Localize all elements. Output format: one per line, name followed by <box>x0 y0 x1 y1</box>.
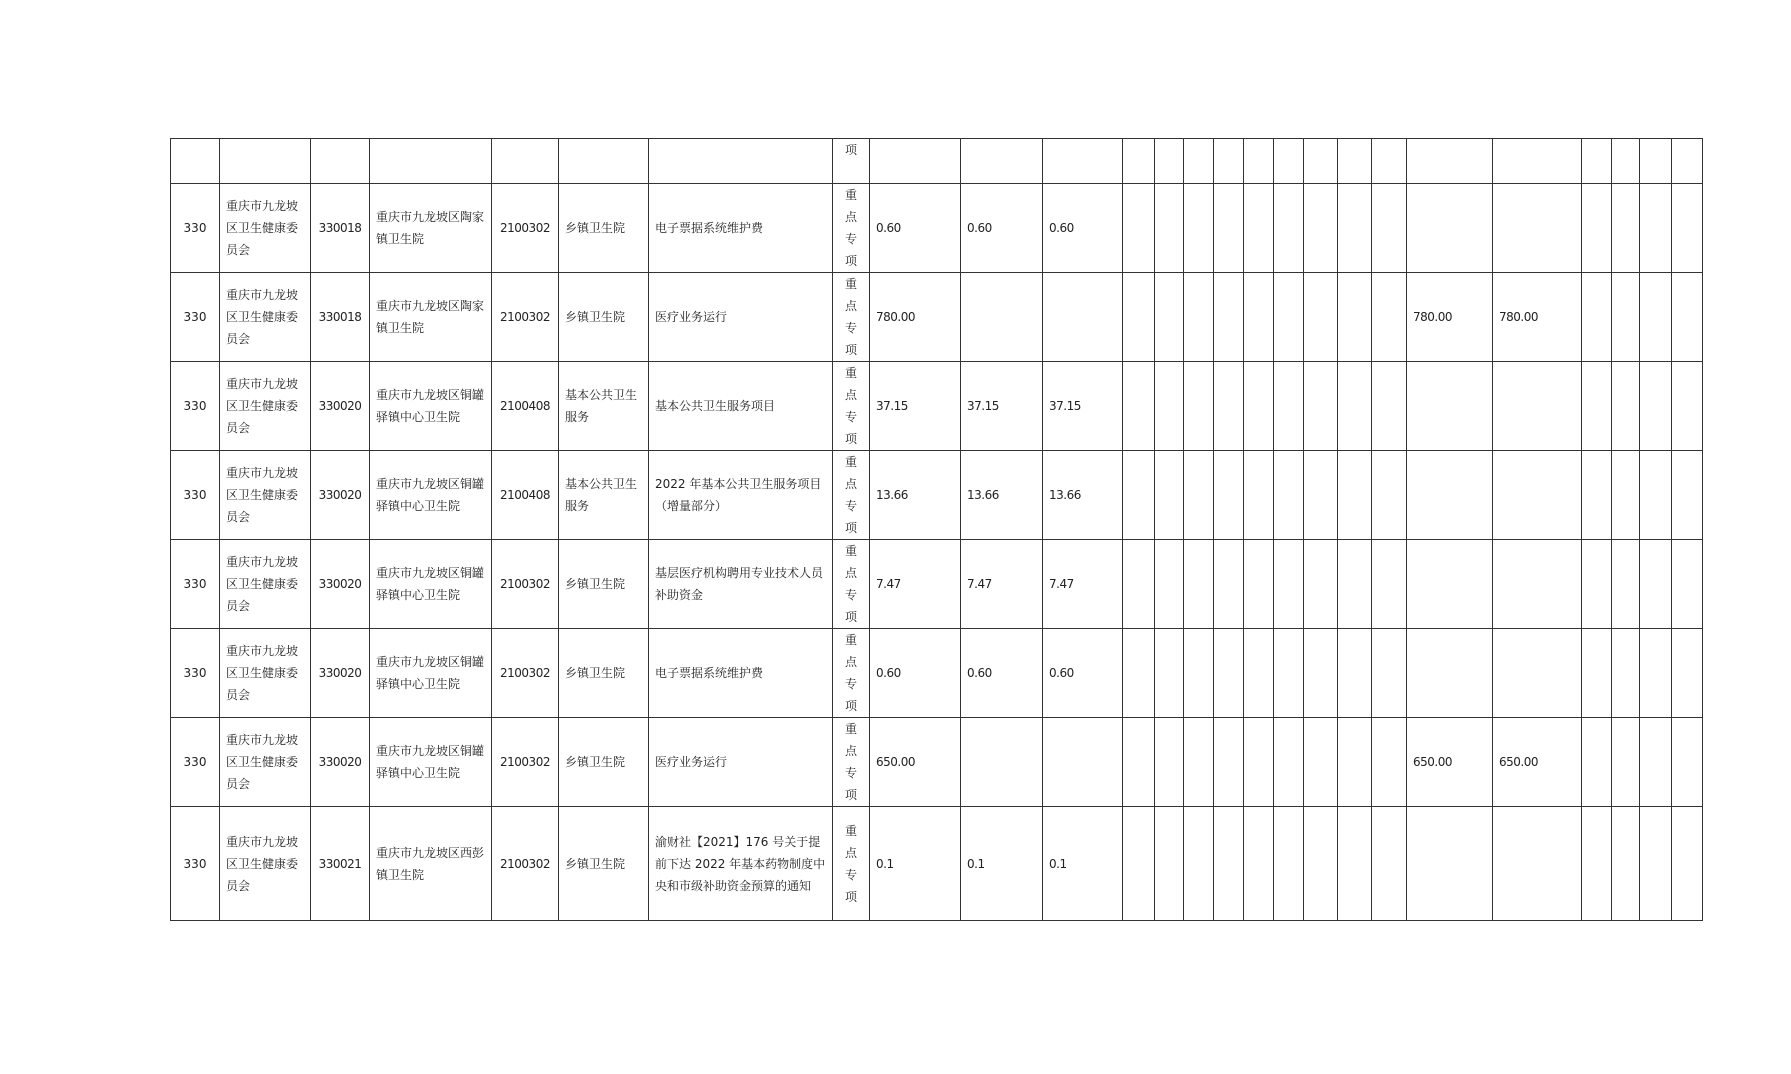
project-type-cell: 重 点 专 项 <box>833 184 870 273</box>
project-type-cell: 重 点 专 项 <box>833 629 870 718</box>
empty-cell <box>1155 362 1184 451</box>
table-row <box>171 273 1703 362</box>
table-row <box>171 629 1703 718</box>
unit-name-cell: 重庆市九龙坡区铜罐驿镇中心卫生院 <box>370 629 492 718</box>
other-fund-cell: 650.00 <box>1407 718 1493 807</box>
empty-cell <box>1214 718 1244 807</box>
empty-cell <box>1155 629 1184 718</box>
empty-cell <box>1640 451 1672 540</box>
empty-cell <box>1612 807 1640 921</box>
empty-cell <box>1612 540 1640 629</box>
dept-name-cell: 重庆市九龙坡区卫生健康委员会 <box>220 273 311 362</box>
empty-cell <box>1372 540 1407 629</box>
empty-cell <box>1640 718 1672 807</box>
empty-cell <box>1372 273 1407 362</box>
other-fund-cell <box>1407 184 1493 273</box>
func-code-cell: 2100408 <box>492 451 559 540</box>
func-code-cell: 2100302 <box>492 629 559 718</box>
empty-cell <box>1155 807 1184 921</box>
empty-cell <box>1304 540 1338 629</box>
empty-cell <box>1582 451 1612 540</box>
empty-cell <box>1244 629 1274 718</box>
empty-cell <box>1338 807 1372 921</box>
dept-code-cell: 330 <box>171 273 220 362</box>
dept-code-cell: 330 <box>171 451 220 540</box>
empty-cell <box>1244 718 1274 807</box>
other-fund-cell <box>1493 362 1582 451</box>
unit-code-cell: 330021 <box>311 807 370 921</box>
empty-cell <box>1274 629 1304 718</box>
empty-cell <box>1244 451 1274 540</box>
empty-cell <box>1214 807 1244 921</box>
empty-cell <box>1214 629 1244 718</box>
empty-cell <box>1123 807 1155 921</box>
empty-cell <box>1372 807 1407 921</box>
empty-cell <box>1640 540 1672 629</box>
dept-name-cell: 重庆市九龙坡区卫生健康委员会 <box>220 629 311 718</box>
unit-name-cell: 重庆市九龙坡区铜罐驿镇中心卫生院 <box>370 451 492 540</box>
empty-cell <box>1244 184 1274 273</box>
empty-cell <box>1155 451 1184 540</box>
unit-name-cell: 重庆市九龙坡区铜罐驿镇中心卫生院 <box>370 362 492 451</box>
table-row <box>171 184 1703 273</box>
amount-cell: 0.1 <box>961 807 1043 921</box>
empty-cell <box>1612 184 1640 273</box>
other-fund-cell: 780.00 <box>1407 273 1493 362</box>
empty-cell <box>1372 629 1407 718</box>
empty-cell <box>1274 362 1304 451</box>
other-fund-cell <box>1407 540 1493 629</box>
project-type-cell: 重 点 专 项 <box>833 807 870 921</box>
empty-cell <box>1338 184 1372 273</box>
table-row <box>171 451 1703 540</box>
empty-cell <box>1184 540 1214 629</box>
amount-cell <box>1043 718 1123 807</box>
total-cell: 37.15 <box>870 362 961 451</box>
empty-cell <box>1304 807 1338 921</box>
func-name-cell: 基本公共卫生服务 <box>559 362 649 451</box>
empty-cell <box>1338 629 1372 718</box>
empty-cell <box>1184 184 1214 273</box>
empty-cell <box>1672 718 1703 807</box>
empty-cell <box>1672 273 1703 362</box>
empty-cell <box>1274 718 1304 807</box>
empty-cell <box>1582 184 1612 273</box>
total-cell: 780.00 <box>870 273 961 362</box>
empty-cell <box>1155 718 1184 807</box>
other-fund-cell <box>1407 362 1493 451</box>
empty-cell <box>1304 451 1338 540</box>
empty-cell <box>1672 451 1703 540</box>
empty-cell <box>1184 718 1214 807</box>
unit-code-cell: 330018 <box>311 184 370 273</box>
func-name-cell: 乡镇卫生院 <box>559 629 649 718</box>
empty-cell <box>1184 362 1214 451</box>
empty-cell <box>1214 451 1244 540</box>
empty-cell <box>1214 362 1244 451</box>
empty-cell <box>1214 540 1244 629</box>
empty-cell <box>1123 540 1155 629</box>
func-name-cell: 乡镇卫生院 <box>559 184 649 273</box>
empty-cell <box>1338 451 1372 540</box>
empty-cell <box>1244 362 1274 451</box>
project-type-cell: 重 点 专 项 <box>833 718 870 807</box>
amount-cell: 37.15 <box>1043 362 1123 451</box>
amount-cell <box>961 718 1043 807</box>
empty-cell <box>1184 273 1214 362</box>
amount-cell: 7.47 <box>1043 540 1123 629</box>
table-row-continued <box>171 139 1703 184</box>
amount-cell <box>961 273 1043 362</box>
func-name-cell: 乡镇卫生院 <box>559 807 649 921</box>
unit-code-cell: 330020 <box>311 362 370 451</box>
empty-cell <box>1640 629 1672 718</box>
unit-name-cell: 重庆市九龙坡区西彭镇卫生院 <box>370 807 492 921</box>
budget-table <box>170 138 1703 921</box>
total-cell: 650.00 <box>870 718 961 807</box>
empty-cell <box>1184 451 1214 540</box>
project-cell: 基层医疗机构聘用专业技术人员补助资金 <box>649 540 833 629</box>
empty-cell <box>1338 362 1372 451</box>
table-row <box>171 362 1703 451</box>
empty-cell <box>1214 184 1244 273</box>
other-fund-cell <box>1493 451 1582 540</box>
dept-name-cell: 重庆市九龙坡区卫生健康委员会 <box>220 807 311 921</box>
empty-cell <box>1672 184 1703 273</box>
empty-cell <box>1123 184 1155 273</box>
other-fund-cell <box>1493 807 1582 921</box>
amount-cell: 0.60 <box>961 629 1043 718</box>
project-cell: 2022 年基本公共卫生服务项目（增量部分） <box>649 451 833 540</box>
func-code-cell: 2100302 <box>492 718 559 807</box>
empty-cell <box>1372 362 1407 451</box>
empty-cell <box>1123 718 1155 807</box>
empty-cell <box>1244 807 1274 921</box>
empty-cell <box>1155 540 1184 629</box>
empty-cell <box>1155 273 1184 362</box>
project-cell: 医疗业务运行 <box>649 718 833 807</box>
amount-cell: 13.66 <box>961 451 1043 540</box>
empty-cell <box>1338 718 1372 807</box>
empty-cell <box>1672 629 1703 718</box>
empty-cell <box>1672 362 1703 451</box>
empty-cell <box>1640 184 1672 273</box>
amount-cell: 7.47 <box>961 540 1043 629</box>
empty-cell <box>1612 273 1640 362</box>
empty-cell <box>1155 184 1184 273</box>
func-code-cell: 2100408 <box>492 362 559 451</box>
unit-code-cell: 330020 <box>311 540 370 629</box>
dept-name-cell: 重庆市九龙坡区卫生健康委员会 <box>220 451 311 540</box>
empty-cell <box>1214 273 1244 362</box>
amount-cell: 0.60 <box>1043 629 1123 718</box>
total-cell: 0.1 <box>870 807 961 921</box>
empty-cell <box>1123 629 1155 718</box>
func-code-cell: 2100302 <box>492 807 559 921</box>
unit-code-cell: 330020 <box>311 629 370 718</box>
empty-cell <box>1672 540 1703 629</box>
func-code-cell: 2100302 <box>492 273 559 362</box>
amount-cell: 37.15 <box>961 362 1043 451</box>
other-fund-cell <box>1493 540 1582 629</box>
empty-cell <box>1274 451 1304 540</box>
dept-name-cell: 重庆市九龙坡区卫生健康委员会 <box>220 540 311 629</box>
total-cell: 0.60 <box>870 184 961 273</box>
empty-cell <box>1612 629 1640 718</box>
project-cell: 基本公共卫生服务项目 <box>649 362 833 451</box>
amount-cell: 0.60 <box>1043 184 1123 273</box>
project-cell: 医疗业务运行 <box>649 273 833 362</box>
project-type-cell: 项 <box>833 139 870 184</box>
empty-cell <box>1123 451 1155 540</box>
dept-code-cell: 330 <box>171 362 220 451</box>
empty-cell <box>1582 807 1612 921</box>
project-cell: 电子票据系统维护费 <box>649 184 833 273</box>
table-row <box>171 540 1703 629</box>
empty-cell <box>1184 807 1214 921</box>
dept-name-cell: 重庆市九龙坡区卫生健康委员会 <box>220 362 311 451</box>
dept-code-cell: 330 <box>171 718 220 807</box>
empty-cell <box>1338 540 1372 629</box>
empty-cell <box>1304 273 1338 362</box>
total-cell: 7.47 <box>870 540 961 629</box>
total-cell: 13.66 <box>870 451 961 540</box>
dept-code-cell: 330 <box>171 184 220 273</box>
amount-cell: 0.60 <box>961 184 1043 273</box>
total-cell: 0.60 <box>870 629 961 718</box>
other-fund-cell <box>1407 629 1493 718</box>
table-body <box>171 139 1703 921</box>
empty-cell <box>1274 273 1304 362</box>
unit-name-cell: 重庆市九龙坡区铜罐驿镇中心卫生院 <box>370 540 492 629</box>
amount-cell: 13.66 <box>1043 451 1123 540</box>
empty-cell <box>1582 540 1612 629</box>
empty-cell <box>1304 629 1338 718</box>
empty-cell <box>1582 273 1612 362</box>
amount-cell <box>1043 273 1123 362</box>
func-code-cell: 2100302 <box>492 184 559 273</box>
empty-cell <box>1640 807 1672 921</box>
func-name-cell: 乡镇卫生院 <box>559 273 649 362</box>
table-row <box>171 718 1703 807</box>
other-fund-cell <box>1407 807 1493 921</box>
empty-cell <box>1244 273 1274 362</box>
empty-cell <box>1123 273 1155 362</box>
func-name-cell: 乡镇卫生院 <box>559 718 649 807</box>
empty-cell <box>1274 540 1304 629</box>
unit-name-cell: 重庆市九龙坡区陶家镇卫生院 <box>370 184 492 273</box>
empty-cell <box>1582 629 1612 718</box>
other-fund-cell <box>1407 451 1493 540</box>
empty-cell <box>1640 273 1672 362</box>
dept-name-cell: 重庆市九龙坡区卫生健康委员会 <box>220 718 311 807</box>
other-fund-cell <box>1493 629 1582 718</box>
empty-cell <box>1274 184 1304 273</box>
empty-cell <box>1184 629 1214 718</box>
unit-code-cell: 330018 <box>311 273 370 362</box>
other-fund-cell: 780.00 <box>1493 273 1582 362</box>
dept-code-cell: 330 <box>171 540 220 629</box>
empty-cell <box>1372 184 1407 273</box>
empty-cell <box>1304 718 1338 807</box>
project-cell: 渝财社【2021】176 号关于提前下达 2022 年基本药物制度中央和市级补助资金预算的通知 <box>649 807 833 921</box>
empty-cell <box>1612 451 1640 540</box>
empty-cell <box>1304 362 1338 451</box>
func-name-cell: 基本公共卫生服务 <box>559 451 649 540</box>
empty-cell <box>1612 718 1640 807</box>
empty-cell <box>1304 184 1338 273</box>
table-row <box>171 807 1703 921</box>
empty-cell <box>1372 718 1407 807</box>
empty-cell <box>1582 718 1612 807</box>
empty-cell <box>1123 362 1155 451</box>
unit-code-cell: 330020 <box>311 718 370 807</box>
project-type-cell: 重 点 专 项 <box>833 540 870 629</box>
empty-cell <box>1582 362 1612 451</box>
empty-cell <box>1372 451 1407 540</box>
other-fund-cell <box>1493 184 1582 273</box>
func-name-cell: 乡镇卫生院 <box>559 540 649 629</box>
unit-code-cell: 330020 <box>311 451 370 540</box>
dept-code-cell: 330 <box>171 807 220 921</box>
project-type-cell: 重 点 专 项 <box>833 451 870 540</box>
project-cell: 电子票据系统维护费 <box>649 629 833 718</box>
empty-cell <box>1672 807 1703 921</box>
project-type-cell: 重 点 专 项 <box>833 273 870 362</box>
unit-name-cell: 重庆市九龙坡区陶家镇卫生院 <box>370 273 492 362</box>
dept-code-cell: 330 <box>171 629 220 718</box>
project-type-cell: 重 点 专 项 <box>833 362 870 451</box>
empty-cell <box>1640 362 1672 451</box>
unit-name-cell: 重庆市九龙坡区铜罐驿镇中心卫生院 <box>370 718 492 807</box>
other-fund-cell: 650.00 <box>1493 718 1582 807</box>
empty-cell <box>1338 273 1372 362</box>
empty-cell <box>1612 362 1640 451</box>
empty-cell <box>1244 540 1274 629</box>
func-code-cell: 2100302 <box>492 540 559 629</box>
amount-cell: 0.1 <box>1043 807 1123 921</box>
dept-name-cell: 重庆市九龙坡区卫生健康委员会 <box>220 184 311 273</box>
empty-cell <box>1274 807 1304 921</box>
